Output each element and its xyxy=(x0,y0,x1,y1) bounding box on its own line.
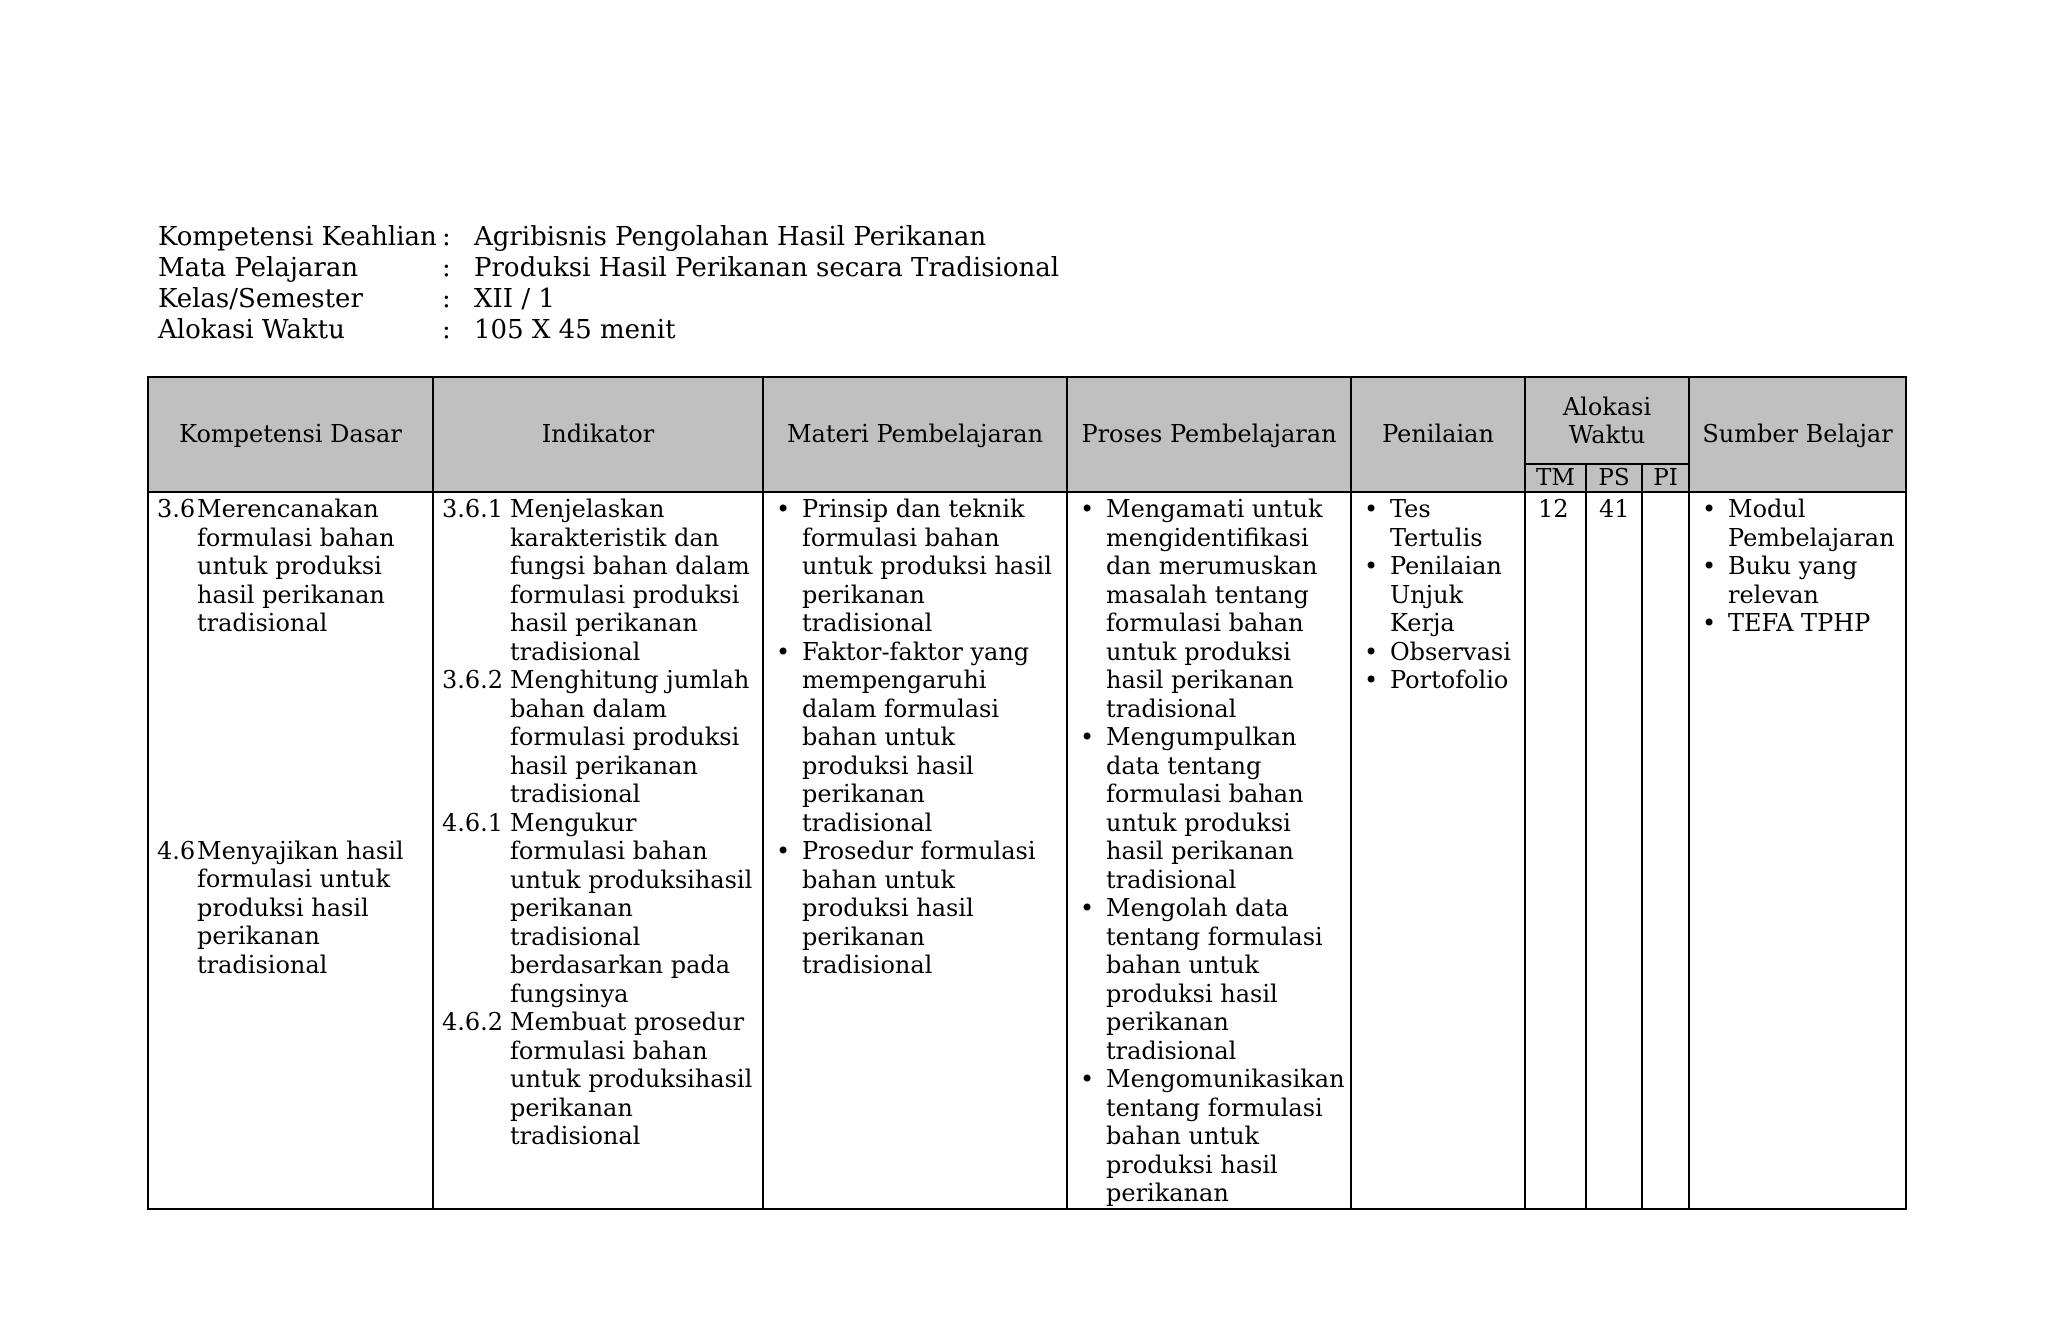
info-label: Alokasi Waktu xyxy=(158,315,345,345)
kd-number: 4.6 xyxy=(157,836,196,865)
info-label: Kelas/Semester xyxy=(158,284,363,314)
column-header-tm: TM xyxy=(1525,464,1586,492)
indikator-item xyxy=(442,809,754,1009)
list-item: • Mengumpulkan data tentang formulasi bahan untuk produksi hasil perikanan tradisional xyxy=(1106,723,1342,894)
list-item: • Prinsip dan teknik formulasi bahan untuk produksi hasil perikanan tradisional xyxy=(802,495,1058,638)
indikator-number: 3.6.2 xyxy=(442,666,504,694)
list-item: • Buku yang relevan xyxy=(1728,552,1897,609)
indikator-text: Membuat prosedur formulasi bahan untuk produksihasil perikanan tradisional xyxy=(510,1008,753,1150)
list-item: • Penilaian Unjuk Kerja xyxy=(1390,552,1516,638)
document-header xyxy=(158,222,1059,346)
info-separator: : xyxy=(442,284,451,314)
cell-sumber-belajar xyxy=(1689,492,1906,1209)
indikator-item xyxy=(442,1008,754,1151)
list-item: • Faktor-faktor yang mempengaruhi dalam formulasi bahan untuk produksi hasil perikanan tradisional xyxy=(802,638,1058,838)
column-header-sumber-belajar: Sumber Belajar xyxy=(1689,377,1906,492)
info-separator: : xyxy=(442,315,451,345)
info-row-kelas-semester xyxy=(158,284,1059,315)
sumber-list xyxy=(1698,495,1897,638)
indikator-text: Menjelaskan karakteristik dan fungsi bahan dalam formulasi produksi hasil perikanan tradisional xyxy=(510,495,750,666)
list-item: • Portofolio xyxy=(1390,666,1516,695)
cell-penilaian xyxy=(1351,492,1525,1209)
column-header-ps: PS xyxy=(1586,464,1642,492)
list-item: • Modul Pembelajaran xyxy=(1728,495,1897,552)
column-header-kompetensi-dasar: Kompetensi Dasar xyxy=(148,377,433,492)
info-row-kompetensi-keahlian xyxy=(158,222,1059,253)
indikator-text: Menghitung jumlah bahan dalam formulasi produksi hasil perikanan tradisional xyxy=(510,666,750,808)
column-header-proses: Proses Pembelajaran xyxy=(1067,377,1351,492)
info-value: XII / 1 xyxy=(474,284,555,314)
column-header-pi: PI xyxy=(1642,464,1689,492)
kd-item xyxy=(157,837,424,980)
indikator-number: 4.6.2 xyxy=(442,1008,504,1036)
info-row-alokasi-waktu xyxy=(158,315,1059,346)
cell-proses xyxy=(1067,492,1351,1209)
info-value: Agribisnis Pengolahan Hasil Perikanan xyxy=(474,222,987,252)
alokasi-waktu-label: Alokasi Waktu xyxy=(1562,392,1652,449)
list-item: • Mengolah data tentang formulasi bahan untuk produksi hasil perikanan tradisional xyxy=(1106,894,1342,1065)
indikator-item xyxy=(442,495,754,666)
list-item: • Observasi xyxy=(1390,638,1516,667)
info-value: Produksi Hasil Perikanan secara Tradisional xyxy=(474,253,1060,283)
info-row-mata-pelajaran xyxy=(158,253,1059,284)
column-header-alokasi-waktu xyxy=(1525,377,1689,464)
list-item: • Mengomunikasikan tentang formulasi bahan untuk produksi hasil perikanan xyxy=(1106,1065,1342,1208)
list-item: • Prosedur formulasi bahan untuk produksi hasil perikanan tradisional xyxy=(802,837,1058,980)
cell-tm: 12 xyxy=(1525,492,1586,1209)
cell-ps: 41 xyxy=(1586,492,1642,1209)
column-header-materi: Materi Pembelajaran xyxy=(763,377,1067,492)
kd-number: 3.6 xyxy=(157,495,196,523)
materi-list xyxy=(772,495,1058,980)
table-row xyxy=(148,492,1906,1209)
cell-pi xyxy=(1642,492,1689,1209)
column-header-penilaian: Penilaian xyxy=(1351,377,1525,492)
indikator-text: Mengukur formulasi bahan untuk produksihasil perikanan tradisional berdasarkan pada fungsinya xyxy=(510,808,753,1008)
indikator-item xyxy=(442,666,754,809)
silabus-table xyxy=(147,376,1907,1210)
info-label: Kompetensi Keahlian xyxy=(158,222,437,252)
indikator-number: 3.6.1 xyxy=(442,495,504,523)
info-label: Mata Pelajaran xyxy=(158,253,359,283)
info-separator: : xyxy=(442,222,451,252)
kd-text: Merencanakan formulasi bahan untuk produksi hasil perikanan tradisional xyxy=(197,495,395,637)
cell-materi xyxy=(763,492,1067,1209)
indikator-number: 4.6.1 xyxy=(442,808,504,837)
proses-list xyxy=(1076,495,1345,1208)
kd-text: Menyajikan hasil formulasi untuk produksi hasil perikanan tradisional xyxy=(197,836,404,979)
list-item: • Mengamati untuk mengidentifikasi dan merumuskan masalah tentang formulasi bahan untuk produksi hasil perikanan tradisional xyxy=(1106,495,1342,723)
cell-kompetensi-dasar xyxy=(148,492,433,1209)
column-header-indikator: Indikator xyxy=(433,377,763,492)
list-item: • TEFA TPHP xyxy=(1728,609,1897,638)
cell-indikator xyxy=(433,492,763,1209)
info-separator: : xyxy=(442,253,451,283)
kd-item xyxy=(157,495,424,638)
info-value: 105 X 45 menit xyxy=(474,315,676,345)
list-item: • Tes Tertulis xyxy=(1390,495,1516,552)
penilaian-list xyxy=(1360,495,1516,695)
